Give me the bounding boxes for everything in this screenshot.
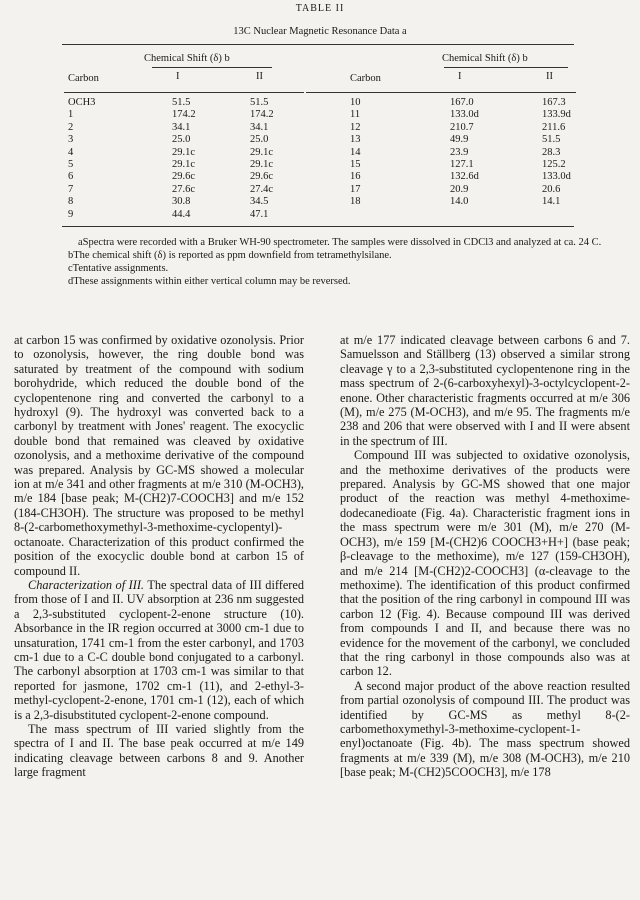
header-rule <box>444 67 568 68</box>
col-ii-header: II <box>546 71 553 82</box>
table-bottom-rule <box>62 226 574 227</box>
shift-ii-cell: 25.0 <box>250 134 269 146</box>
carbon-cell: 13 <box>350 134 361 146</box>
shift-i-cell: 127.1 <box>450 159 474 170</box>
shift-ii-cell: 174.2 <box>250 109 274 121</box>
shift-i-cell: 25.0 <box>172 134 191 146</box>
shift-i-cell: 49.9 <box>450 134 469 146</box>
shift-ii-cell: 167.3 <box>542 97 566 108</box>
carbon-cell: 10 <box>350 97 361 108</box>
shift-i-cell: 34.1 <box>172 121 191 133</box>
carbon-cell: 3 <box>68 134 74 146</box>
carbon-cell: 1 <box>68 109 74 121</box>
carbon-cell: 17 <box>350 183 361 195</box>
carbon-header: Carbon <box>68 73 99 84</box>
shift-ii-cell: 47.1 <box>250 208 269 220</box>
paragraph: Compound III was subjected to oxidative ozonolysis, and the methoxime derivatives of the products were prepared. Analysis by GC-MS showed that one major product of the reaction was methyl 4-methoxime-dodecanedioate (Fig. 4a). Characteristic fragment ions in the mass spectrum were m/e 301 (M), m/e 270 (M-OCH3), m/e 159 [M-(CH2)6 COOCH3+H+] (base peak; β-cleavage to the methoxime), m/e 127 (159-CH3OH), and m/e 214 [M-(CH2)2-COOCH3] (α-cleavage to the methoxime). The identification of this product confirmed that the position of the ring carbonyl in compound III was carbon 12 (Fig. 4). Because compound III was derived from compounds I and II, and because there was no evidence for the movement of the carbonyl, we concluded that the ring carbonyl in those compounds also was at carbon 12. <box>340 448 630 679</box>
table-caption: 13C Nuclear Magnetic Resonance Data a <box>233 26 407 37</box>
shift-ii-cell: 27.4c <box>250 183 274 195</box>
table-right-half <box>346 45 586 225</box>
shift-i-cell: 27.6c <box>172 183 196 195</box>
shift-i-cell: 174.2 <box>172 109 196 121</box>
shift-i-cell: 29.6c <box>172 171 196 183</box>
shift-ii-cell: 29.1c <box>250 146 274 158</box>
chemical-shift-header: Chemical Shift (δ) b <box>442 53 528 64</box>
col-i-header: I <box>176 71 180 82</box>
paragraph-text: The spectral data of III differed from those of I and II. UV absorption at 236 nm suggested a 2,3-substituted cyclopent-2-enone structure (10). Absorbance in the IR region occurred at 3000 cm-1 due to unsaturation, 1741 cm-1 from the ester carbonyl, and 1703 cm-1 due to a C-C double bond conjugated to a carbonyl. The carbonyl absorption at 1703 cm-1 was similar to that reported for jasmone, 1702 cm-1 (11), and 2-ethyl-3-methyl-cyclopent-2-enone, 1701 cm-1 (12), each of which is a 2,3-disubstituted cyclopent-2-enone compound. <box>14 577 305 722</box>
paragraph-characterization-iii <box>14 578 304 722</box>
shift-ii-cell: 51.5 <box>542 134 561 146</box>
paragraph: The mass spectrum of III varied slightly from the spectra of I and II. The base peak occurred at m/e 149 indicating cleavage between carbons 8 and 9. Another large fragment <box>14 721 304 780</box>
body-column-left <box>14 333 304 780</box>
shift-ii-cell: 51.5 <box>250 97 269 108</box>
header-bottom-rule <box>64 92 304 93</box>
footnote-b: bThe chemical shift (δ) is reported as ppm downfield from tetramethylsilane. <box>68 250 392 261</box>
table-left-half <box>64 45 304 225</box>
shift-i-cell: 23.9 <box>450 146 469 158</box>
carbon-cell: 9 <box>68 208 74 220</box>
section-heading: Characterization of III. <box>28 577 145 592</box>
shift-ii-cell: 28.3 <box>542 146 561 158</box>
shift-ii-cell: 29.1c <box>250 159 274 170</box>
col-i-header: I <box>458 71 462 82</box>
shift-ii-cell: 34.1 <box>250 121 269 133</box>
table-label: TABLE II <box>295 3 345 14</box>
carbon-cell: 4 <box>68 146 74 158</box>
paragraph: at m/e 177 indicated cleavage between carbons 6 and 7. Samuelsson and Ställberg (13) observed a similar strong cleavage γ to a 2,3-substituted cyclopentenone ring in the mass spectrum of 2-(6-carboxyhexyl)-3-octylcyclopent-2-enone. Other characteristic fragments occurred at m/e 306 (M), m/e 275 (M-OCH3), and m/e 95. The fragments m/e 238 and 206 that were observed with I and II were absent in the spectrum of III. <box>340 333 630 448</box>
shift-ii-cell: 133.9d <box>542 109 571 121</box>
header-bottom-rule <box>306 92 576 93</box>
footnote-c: cTentative assignments. <box>68 263 169 274</box>
carbon-header: Carbon <box>350 73 381 84</box>
shift-ii-cell: 34.5 <box>250 196 269 208</box>
shift-i-cell: 20.9 <box>450 183 469 195</box>
shift-i-cell: 210.7 <box>450 121 474 133</box>
shift-ii-cell: 133.0d <box>542 171 571 183</box>
carbon-cell: OCH3 <box>68 97 96 108</box>
body-column-right <box>340 333 630 780</box>
carbon-cell: 18 <box>350 196 361 208</box>
carbon-cell: 14 <box>350 146 361 158</box>
shift-i-cell: 133.0d <box>450 109 479 121</box>
shift-i-cell: 167.0 <box>450 97 474 108</box>
shift-i-cell: 51.5 <box>172 97 191 108</box>
carbon-cell: 16 <box>350 171 361 183</box>
carbon-cell: 7 <box>68 183 74 195</box>
paragraph: A second major product of the above reaction resulted from partial ozonolysis of compound III. The product was identified by GC-MS as methyl 8-(2-carbomethoxymethyl-3-methoxime-cyclopent-1-enyl)octanoate (Fig. 4b). The mass spectrum showed fragments at m/e 339 (M), m/e 308 (M-OCH3), m/e 210 [base peak; M-(CH2)5COOCH3], m/e 178 <box>340 678 630 780</box>
shift-ii-cell: 14.1 <box>542 196 561 208</box>
footnote-a: aSpectra were recorded with a Bruker WH-90 spectrometer. The samples were dissolved in CDCl3 and analyzed at ca. 24 C. <box>78 237 602 248</box>
footnote-d: dThese assignments within either vertical column may be reversed. <box>68 276 351 287</box>
shift-ii-cell: 125.2 <box>542 159 566 170</box>
shift-i-cell: 44.4 <box>172 208 191 220</box>
shift-i-cell: 132.6d <box>450 171 479 183</box>
shift-i-cell: 30.8 <box>172 196 191 208</box>
carbon-cell: 2 <box>68 121 74 133</box>
carbon-cell: 8 <box>68 196 74 208</box>
shift-ii-cell: 29.6c <box>250 171 274 183</box>
col-ii-header: II <box>256 71 263 82</box>
shift-ii-cell: 20.6 <box>542 183 561 195</box>
chemical-shift-header: Chemical Shift (δ) b <box>144 53 230 64</box>
carbon-cell: 5 <box>68 159 74 170</box>
carbon-cell: 6 <box>68 171 74 183</box>
carbon-cell: 15 <box>350 159 361 170</box>
table-footnotes <box>68 236 628 288</box>
paragraph: at carbon 15 was confirmed by oxidative ozonolysis. Prior to ozonolysis, however, the ring double bond was saturated by treatment of the compound with sodium borohydride, which reduced the double bond of the cyclopentenone ring and converted the carbonyl to a hydroxyl (9). The hydroxyl was converted back to a carbonyl by treatment with Jones' reagent. The exocyclic double bond that remained was cleaved by oxidative ozonolysis, and a methoxime derivative of the compound was prepared. Analysis by GC-MS showed a molecular ion at m/e 341 and other fragments at m/e 310 (M-OCH3), m/e 184 [base peak; M-(CH2)7-COOCH3] and m/e 152 (184-CH3OH). The structure was proposed to be methyl 8-(2-carbomethoxymethyl-3-methoxime-cyclopentyl)-octanoate. Characterization of this product confirmed the position of the exocyclic double bond at carbon 15 of compound II. <box>14 333 304 578</box>
carbon-cell: 11 <box>350 109 361 121</box>
shift-i-cell: 14.0 <box>450 196 469 208</box>
header-rule <box>152 67 272 68</box>
shift-ii-cell: 211.6 <box>542 121 566 133</box>
shift-i-cell: 29.1c <box>172 146 196 158</box>
carbon-cell: 12 <box>350 121 361 133</box>
shift-i-cell: 29.1c <box>172 159 196 170</box>
